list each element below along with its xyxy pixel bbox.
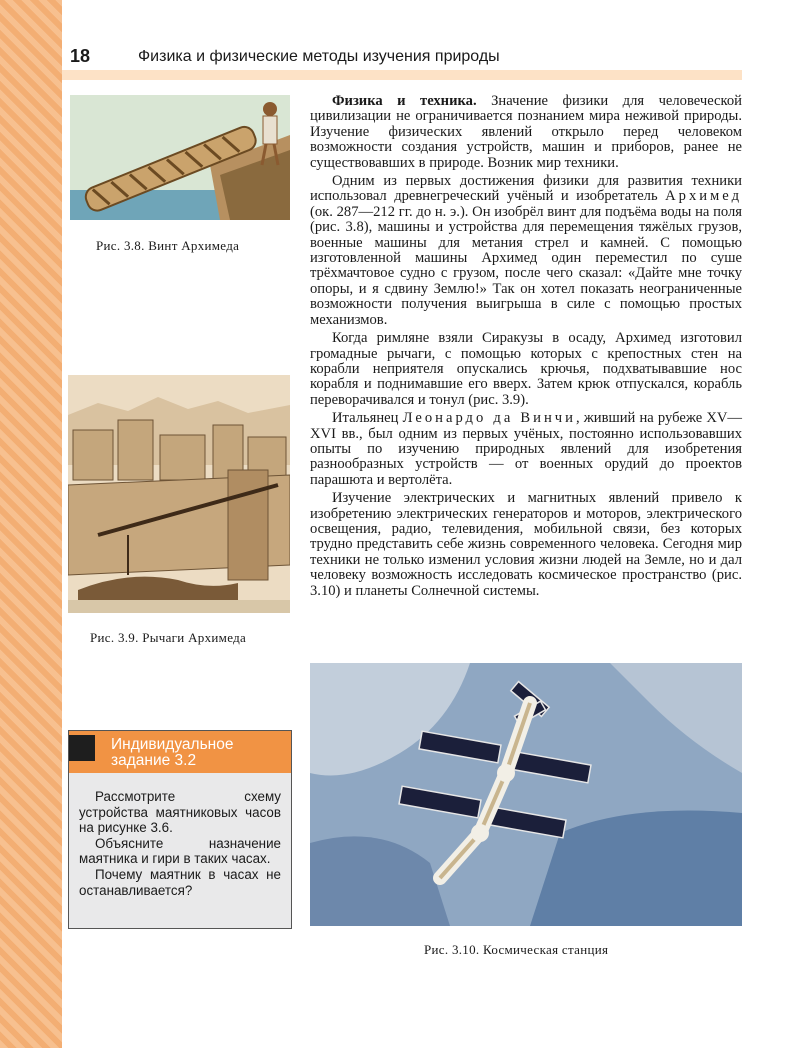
figure-space-station (310, 663, 742, 926)
figure-caption-3-10: Рис. 3.10. Космическая станция (424, 942, 609, 957)
task-title: Индивидуальное задание 3.2 (111, 736, 234, 769)
paragraph-2: Одним из первых достижения физики для развития техники использовал древнегреческий учёный и изобретатель Архимед (ок. 287—212 гг. до н. э.). Он изобрёл винт для подъёма воды на поля (рис. 3.8), машины и устройства для перемещения тяжёлых грузов, военные машины для метания стрел и камней. С помощью изготовленной машины Архимед один переместил по суше трёхмачтовое судно с грузом, после чего сказал: «Дайте мне точку опоры, и я сдвину Землю!» Так он хотел показать неограниченные возможности получения выигрыша в силе с помощью простых механизмов. (310, 173, 742, 328)
name-leonardo: Леонардо да Винчи (402, 410, 576, 427)
individual-task-box (68, 730, 292, 929)
task-line-2: Объясните назначение маятника и гири в таких часах. (79, 835, 281, 867)
figure-caption-3-8: Рис. 3.8. Винт Архимеда (96, 238, 240, 253)
main-text-column (310, 94, 742, 602)
page-margin-decoration (0, 0, 62, 1048)
task-line-3: Почему маятник в часах не останавливается? (79, 866, 281, 898)
paragraph-4: Итальянец Леонардо да Винчи, живший на рубеже XV—XVI вв., был одним из первых учёных, постоянно использовавших опыты по изучению природных явлений для изобретения разнообразных устройств — от военных орудий до проектов парашюта и вертолёта. (310, 410, 742, 488)
running-title: Физика и физические методы изучения природы (138, 48, 500, 65)
task-body (79, 789, 281, 898)
paragraph-3: Когда римляне взяли Сиракузы в осаду, Архимед изготовил громадные рычаги, с помощью которых с крепостных стен на корабли неприятеля опускались крючья, подхватывавшие нос корабля и поднимавшие его вверх. Затем крюк отпускался, корабль переворачивался и тонул (рис. 3.9). (310, 330, 742, 408)
run-in-heading: Физика и техника. (332, 93, 477, 109)
figure-caption-3-9: Рис. 3.9. Рычаги Архимеда (90, 630, 247, 645)
task-line-1: Рассмотрите схему устройства маятниковых часов на рисунке 3.6. (79, 789, 281, 836)
task-square-marker (69, 735, 95, 761)
page-number: 18 (70, 46, 91, 66)
paragraph-1: Физика и техника. Значение физики для человеческой цивилизации не ограничивается познанием мира неживой природы. Изучение физических явлений открыло перед человеком возможности создания устройств, машин и приборов, ранее не существовавших в природе. Возник мир техники. (310, 93, 742, 171)
figure-archimedes-levers (68, 375, 290, 613)
paragraph-5: Изучение электрических и магнитных явлений привело к изобретению электрических генераторов и моторов, электрического освещения, радио, телевидения, мобильной связи, без которых трудно представить себе жизнь современного человека. Сегодня мир техники не только изменил условия жизни людей на Земле, но и дал человеку возможность исследовать космическое пространство (рис. 3.10) и планеты Солнечной системы. (310, 490, 742, 599)
task-box-header (69, 731, 291, 773)
header-bar (62, 70, 742, 80)
figure-archimedes-screw (70, 95, 290, 220)
name-archimedes: Архимед (665, 188, 742, 205)
page-header (62, 40, 794, 80)
